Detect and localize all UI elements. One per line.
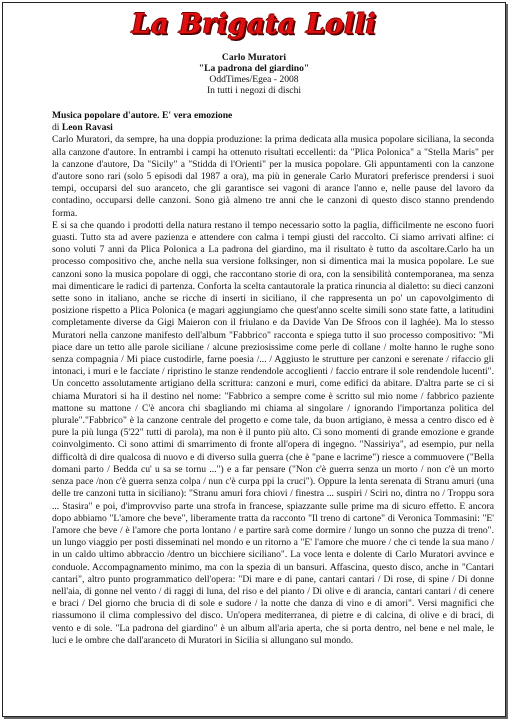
artist-name: Carlo Muratori <box>221 52 287 63</box>
site-logo <box>3 9 505 49</box>
site-logo-text: La Brigata Lolli <box>131 9 377 40</box>
byline <box>52 122 494 134</box>
availability-note: In tutti i negozi di dischi <box>206 85 302 96</box>
album-header <box>3 52 505 96</box>
review-article <box>52 110 494 647</box>
byline-prefix: di <box>52 122 60 134</box>
article-body <box>52 134 494 647</box>
article-headline: Musica popolare d'autore. E' vera emozione <box>52 110 233 121</box>
label-year: OddTimes/Egea - 2008 <box>209 74 299 85</box>
album-title: "La padrona del giardino" <box>198 63 310 74</box>
paragraph-2: E si sa che quando i prodotti della natura restano il tempo necessario sotto la paglia, difficilmente ne escono fuori guasti. Tutto sta ad avere pazienza e attendere con calma i tempi giusti del raccolto. Ci siamo arrivati alfine: ci sono voluti 7 anni da Plica Polonica a La padrona del giardino, ma il risultato è tutto da ascoltare.Carlo ha un processo compositivo che, anche nella sua versione folksinger, non si dimentica mai la musica popolare. Le sue canzoni sono la musica popolare di oggi, che raccontano storie di ora, con la sensibilità contemporanea, ma senza mai dimenticare le radici di partenza. Conforta la scelta cantautorale la pratica rinuncia al dialetto: su dieci canzoni sette sono in italiano, anche se ricche di inserti in siciliano, il che rappresenta un po' un capovolgimento di posizione rispetto a Plica Polonica (e magari aggiungiamo che quest'anno scelte simili sono state fatte, a latitudini completamente diverse da Gigi Maieron con il friulano e da Davide Van De Sfroos con il laghée). Ma lo stesso Muratori nella canzone manifesto dell'album "Fabbrico" racconta e spiega tutto il suo processo compositivo: "Mi piace dare un tetto alle parole siciliane / alcune preziosissime come perle di collane / molte hanno le rughe sono senza compagnia / Mi piace custodirle, farne poesia /... / Aggiusto le strutture per canzoni e serenate / rifaccio gli intonaci, i muri e le facciate / ripristino le stanze rendendole accoglienti / faccio entrare il sole rendendole lucenti". Un concetto assolutamente artigiano della scrittura: canzoni e muri, come edifici da abitare. D'altra parte se ci si chiama Muratori si ha il destino nel nome: "Fabbrico a sempre come è scritto sul mio nome / fabbrico paziente mattone su mattone / C'è ancora chi sbagliando mi chiama al singolare / ignorando l'importanza politica del plurale"."Fabbrico" è la canzone centrale del progetto e come tale, da buon artigiano, è messa a centro disco ed è pure la più lunga (5'22" tutti di parola), ma non è il punto più alto. Ci sono momenti di grande emozione e grande coinvolgimento. Ci sono attimi di smarrimento di fronte all'opera di ingegno. "Nassiriya", ad esempio, pur nella difficoltà di dire qualcosa di nuovo e di diverso sulla guerra (che è "pane e lacrime") riesce a commuovere ("Bella domani parto / Bedda cu' u sa se tornu ...") e a far pensare ("Non c'è guerra senza un morto / non c'è un morto senza pace /non c'è guerra senza colpa / nun c'è curpa ppi la cruci"). Oppure la lenta serenata di Stranu amuri (una delle tre canzoni tutta in siciliano): "Stranu amuri fora chiovi / finestra ... suspiri / Sciri no, dintra no / Troppu sora ... Stasira" e poi, d'improvviso parte una strofa in francese, spiazzante sulle prime ma di sicuro effetto. E ancora dopo abbiamo "L'amore che beve", liberamente tratta da racconto "Il treno di cartone" di Veronica Tommasini: "E' l'amore che beve / è l'amore che porta lontano / e partire sarà come dormire / lungo un sonno che puzza di treno". un lungo viaggio per posti disseminati nel mondo e un ritorno a "E' l'amore che muore / che ci tende la sua mano / in un caldo ultimo abbraccio /dentro un bicchiere siciliano". La voce lenta e dolente di Carlo Muratori avvince e conduole. Accompagnamento minimo, ma con la spezia di un bansuri. Affascina, questo disco, anche in "Cantari cantari", altro punto programmatico dell'opera: "Di mare e di pane, cantari cantari / Di rose, di spine / Di donne nell'aia, di gonne nel vento / di raggi di luna, del riso e del pianto / Di olive e di arancia, cantari cantari / di cenere e braci / Del giorno che brucia di di sole e sudore / la notte che danza di vino e di amori". Versi magnifici che riassumono il clima complessivo del disco. Un'opera mediterranea, di pietre e di calcina, di olive e di braci, di vento e di sole. "La padrona del giardino" è un album all'aria aperta, che si porta dentro, nel bene e nel male, le luci e le ombre che dall'aranceto di Muratori in Sicilia si allungano sul mondo. <box>52 219 494 646</box>
paragraph-1: Carlo Muratori, da sempre, ha una doppia produzione: la prima dedicata alla musica popolare siciliana, la seconda alla canzone d'autore. In entrambi i campi ha ottenuto risultati eccellenti: da "Plica Polonica" a "Stella Maris" per la canzone d'autore, Da "Sicily" a "Stidda di l'Orienti" per la musica popolare. Gli appuntamenti con la canzone d'autore sono rari (solo 5 episodi dal 1987 a ora), ma più in generale Carlo Muratori preferisce prendersi i suoi tempi, occuparsi del suo aranceto, che gli garantisce sei vagoni di arance l'anno e, nelle pause del lavoro da contadino, occuparsi delle canzoni. Sono già almeno tre anni che le canzoni di questo disco stanno prendendo forma. <box>52 134 494 219</box>
article-page <box>2 2 506 717</box>
author-name: Leon Ravasi <box>61 122 113 134</box>
